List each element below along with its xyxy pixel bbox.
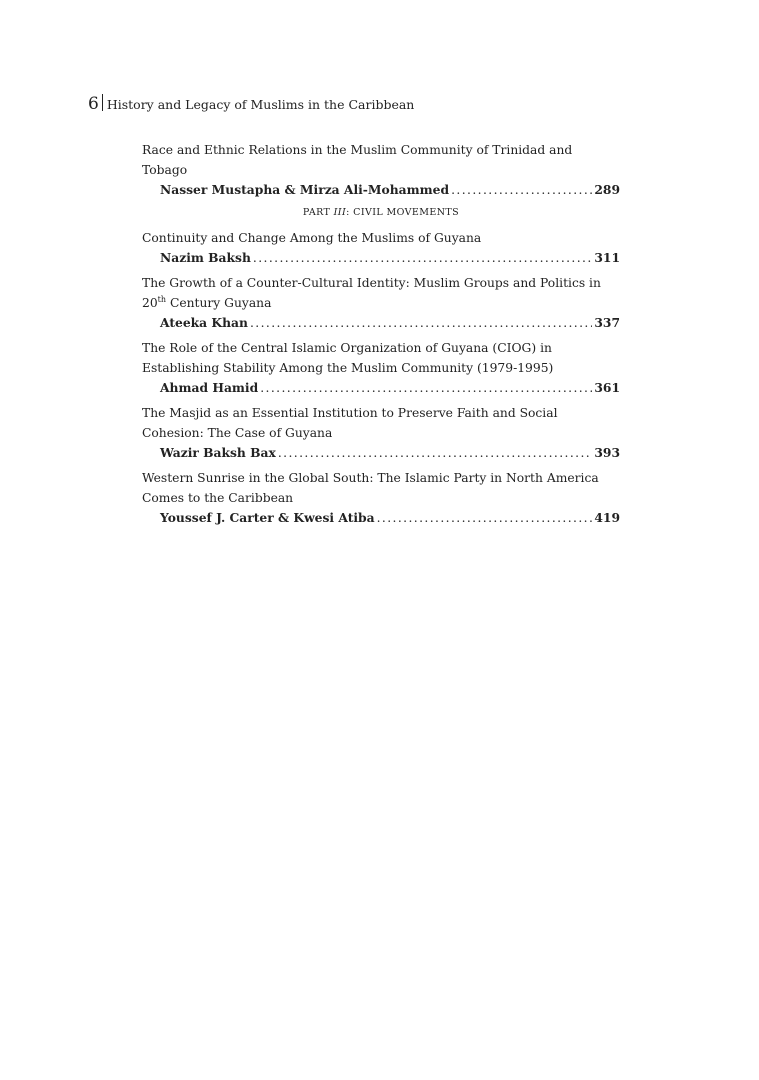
toc-entry-title-part: The Growth of a Counter-Cultural Identity: Muslim Groups and Politics in 20 [142, 276, 601, 310]
toc-entry [142, 468, 620, 528]
page-header [88, 92, 414, 114]
section-label: : CIVIL MOVEMENTS [346, 207, 460, 218]
dot-leader [253, 248, 592, 268]
section-prefix: PART [302, 207, 334, 218]
toc-entry-authors: Nasser Mustapha & Mirza Ali-Mohammed [160, 182, 450, 197]
header-separator [102, 94, 103, 111]
toc-entry-page: 419 [594, 510, 620, 525]
toc-entry [142, 228, 620, 268]
toc-entry-author-line [142, 443, 620, 463]
toc-entry [142, 140, 620, 200]
toc-entry-author-line [142, 180, 620, 200]
toc-entry [142, 338, 620, 398]
ordinal-superscript: th [157, 294, 167, 304]
toc-entry-authors: Ateeka Khan [160, 315, 248, 330]
toc-entry-page: 393 [594, 445, 620, 460]
toc-entry-page: 361 [594, 380, 620, 395]
toc-entry-authors: Youssef J. Carter & Kwesi Atiba [160, 510, 375, 525]
toc-entry-title: Race and Ethnic Relations in the Muslim Community of Trinidad and Tobago [142, 143, 573, 177]
toc-entry-page: 337 [594, 315, 620, 330]
table-of-contents [142, 140, 620, 533]
toc-entry-authors: Nazim Baksh [160, 250, 251, 265]
dot-leader [451, 180, 592, 200]
toc-entry-author-line [142, 248, 620, 268]
toc-entry-title: Western Sunrise in the Global South: The Islamic Party in North America Comes to the Caribbean [142, 471, 599, 505]
toc-entry-authors: Wazir Baksh Bax [160, 445, 276, 460]
toc-entry-page: 289 [594, 182, 620, 197]
section-numeral: III [333, 207, 347, 218]
toc-entry-authors: Ahmad Hamid [160, 380, 259, 395]
running-title: History and Legacy of Muslims in the Caribbean [106, 97, 415, 112]
toc-entry-title: The Role of the Central Islamic Organization of Guyana (CIOG) in Establishing Stability Among the Muslim Community (1979-1995) [142, 341, 554, 375]
toc-entry-title-part: Century Guyana [166, 296, 272, 310]
toc-entry-author-line [142, 378, 620, 398]
section-heading [142, 206, 620, 220]
page-number: 6 [88, 94, 99, 114]
dot-leader [260, 378, 592, 398]
toc-entry-author-line [142, 508, 620, 528]
toc-entry-page: 311 [594, 250, 620, 265]
toc-entry-author-line [142, 313, 620, 333]
toc-entry-title [142, 273, 620, 313]
toc-entry-title: The Masjid as an Essential Institution to Preserve Faith and Social Cohesion: The Case of Guyana [142, 406, 558, 440]
dot-leader [250, 313, 592, 333]
toc-entry-title: Continuity and Change Among the Muslims of Guyana [142, 231, 482, 245]
dot-leader [278, 443, 592, 463]
toc-entry [142, 403, 620, 463]
dot-leader [377, 508, 593, 528]
toc-entry [142, 273, 620, 333]
